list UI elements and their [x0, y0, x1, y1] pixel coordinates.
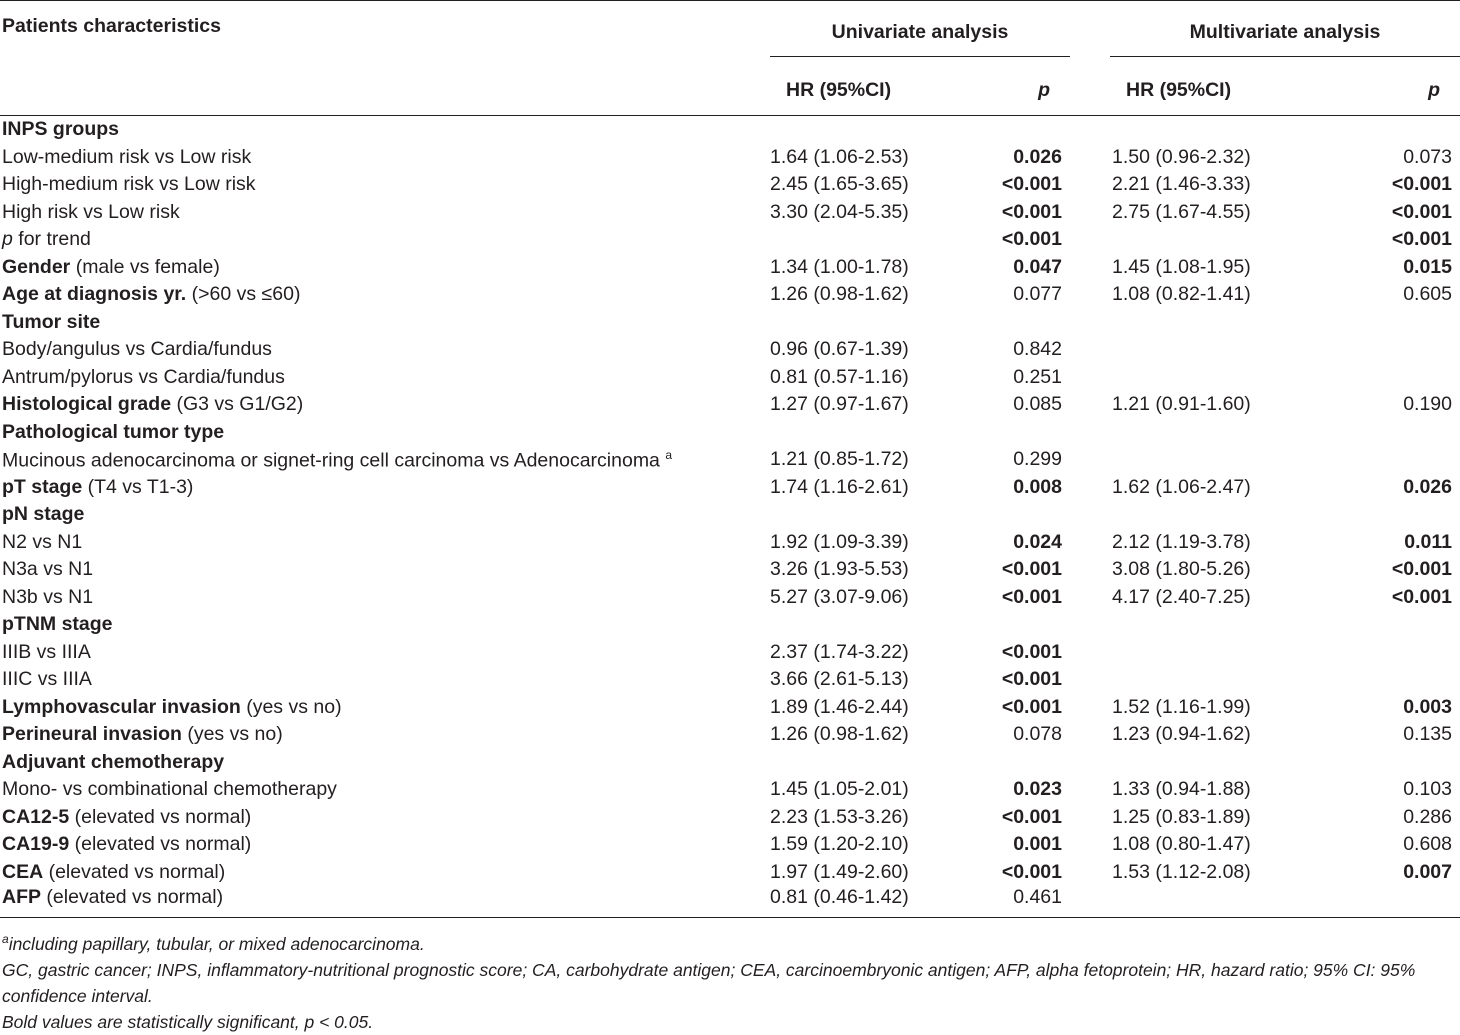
univariate-p-cell — [950, 749, 1070, 777]
multivariate-hr-cell — [1110, 364, 1325, 392]
table-row — [0, 584, 1460, 612]
univariate-p-cell: 0.023 — [1013, 778, 1062, 801]
table-row — [0, 859, 1460, 887]
multivariate-p-cell — [1325, 501, 1460, 529]
multivariate-p-cell — [1325, 639, 1460, 667]
univariate-p-cell: <0.001 — [1001, 558, 1062, 581]
header-univariate-label: Univariate analysis — [770, 21, 1070, 57]
multivariate-hr-cell — [1110, 501, 1325, 529]
table-row — [0, 446, 1460, 474]
row-label: Adjuvant chemotherapy — [2, 750, 225, 773]
table-row — [0, 226, 1460, 254]
row-label: Pathological tumor type — [2, 420, 225, 443]
table-row — [0, 886, 1460, 918]
section-row — [0, 749, 1460, 777]
significance-note: Bold values are statistically significant, p < 0.05. — [2, 1011, 374, 1032]
row-label: CA12-5 (elevated vs normal) — [2, 805, 252, 828]
table-row — [0, 831, 1460, 859]
multivariate-hr-cell: 1.21 (0.91-1.60) — [1112, 393, 1251, 416]
univariate-hr-cell: 1.97 (1.49-2.60) — [770, 860, 909, 883]
univariate-hr-cell: 1.21 (0.85-1.72) — [770, 448, 909, 471]
multivariate-p-cell: 0.190 — [1403, 393, 1453, 416]
univariate-p-cell — [950, 501, 1070, 529]
univariate-hr-cell: 0.81 (0.57-1.16) — [770, 365, 909, 388]
multivariate-p-cell: <0.001 — [1391, 585, 1453, 608]
univariate-p-cell: 0.842 — [1013, 338, 1062, 361]
multivariate-hr-cell: 1.62 (1.06-2.47) — [1112, 475, 1251, 498]
table-row — [0, 556, 1460, 584]
section-row — [0, 116, 1460, 144]
univariate-hr-cell: 2.45 (1.65-3.65) — [770, 173, 909, 196]
table-row — [0, 474, 1460, 502]
univariate-p-cell: 0.085 — [1013, 393, 1062, 416]
header-characteristics: Patients characteristics — [2, 15, 221, 37]
multivariate-p-cell: 0.608 — [1403, 833, 1453, 856]
univariate-hr-cell: 3.66 (2.61-5.13) — [770, 668, 909, 691]
multivariate-hr-cell: 1.52 (1.16-1.99) — [1112, 695, 1251, 718]
multivariate-hr-cell: 1.08 (0.80-1.47) — [1112, 833, 1251, 856]
row-label: N2 vs N1 — [2, 530, 83, 553]
header-row-groups — [0, 1, 1460, 66]
table-row — [0, 281, 1460, 309]
univariate-hr-cell: 3.26 (1.93-5.53) — [770, 558, 909, 581]
univariate-hr-cell: 1.34 (1.00-1.78) — [770, 255, 909, 278]
multivariate-p-cell — [1325, 364, 1460, 392]
multivariate-p-cell: 0.605 — [1403, 283, 1453, 306]
row-label: CEA (elevated vs normal) — [2, 860, 226, 883]
multivariate-p-cell — [1325, 666, 1460, 694]
table-row — [0, 391, 1460, 419]
header-multivariate — [1110, 1, 1460, 66]
multivariate-p-cell: 0.007 — [1403, 860, 1453, 883]
multivariate-p-cell: 0.015 — [1403, 255, 1453, 278]
multivariate-hr-cell: 1.50 (0.96-2.32) — [1112, 145, 1251, 168]
univariate-p-cell: 0.461 — [950, 886, 1070, 918]
table-row — [0, 364, 1460, 392]
table-row — [0, 694, 1460, 722]
univariate-hr-cell — [740, 501, 950, 529]
univariate-p-cell: 0.078 — [1013, 723, 1062, 746]
row-label: Body/angulus vs Cardia/fundus — [2, 338, 272, 361]
row-label: CA19-9 (elevated vs normal) — [2, 833, 252, 856]
univariate-p-cell — [950, 419, 1070, 447]
table-row — [0, 144, 1460, 172]
row-label: N3a vs N1 — [2, 558, 94, 581]
row-label: pN stage — [2, 503, 85, 526]
table-row — [0, 666, 1460, 694]
table-row — [0, 776, 1460, 804]
multivariate-hr-cell — [1110, 336, 1325, 364]
table-row — [0, 171, 1460, 199]
header-multivariate-hr: HR (95%CI) — [1110, 65, 1325, 116]
multivariate-p-cell: 0.026 — [1403, 475, 1453, 498]
multivariate-hr-cell — [1110, 886, 1325, 918]
table-notes — [0, 918, 1460, 1035]
row-label: Lymphovascular invasion (yes vs no) — [2, 695, 342, 718]
multivariate-p-cell — [1325, 336, 1460, 364]
univariate-hr-cell: 1.45 (1.05-2.01) — [770, 778, 909, 801]
univariate-p-cell: <0.001 — [1001, 640, 1062, 663]
univariate-hr-cell: 2.37 (1.74-3.22) — [770, 640, 909, 663]
row-label: AFP (elevated vs normal) — [0, 886, 740, 918]
table-row — [0, 804, 1460, 832]
univariate-p-cell: 0.024 — [1013, 530, 1062, 553]
univariate-p-cell: <0.001 — [1001, 585, 1062, 608]
table-row — [0, 199, 1460, 227]
multivariate-p-cell — [1325, 886, 1460, 918]
multivariate-hr-cell: 1.53 (1.12-2.08) — [1112, 860, 1251, 883]
multivariate-hr-cell — [1110, 446, 1325, 474]
univariate-p-cell — [950, 309, 1070, 337]
univariate-p-cell: 0.001 — [1013, 833, 1062, 856]
header-multivariate-label: Multivariate analysis — [1110, 21, 1460, 57]
univariate-p-cell: 0.026 — [1013, 145, 1062, 168]
row-label: IIIB vs IIIA — [2, 640, 91, 663]
univariate-p-cell: <0.001 — [1001, 695, 1062, 718]
abbreviations-note: GC, gastric cancer; INPS, inflammatory-nutritional prognostic score; CA, carbohydrate antigen; CEA, carcinoembryonic antigen; AFP, alpha fetoprotein; HR, hazard ratio; 95% CI: 95% confidence interval. — [2, 959, 1416, 1006]
table-body — [0, 116, 1460, 918]
multivariate-p-cell: <0.001 — [1391, 228, 1453, 251]
univariate-hr-cell: 1.59 (1.20-2.10) — [770, 833, 909, 856]
table-row — [0, 254, 1460, 282]
univariate-p-cell: 0.008 — [1013, 475, 1062, 498]
multivariate-hr-cell: 1.23 (0.94-1.62) — [1112, 723, 1251, 746]
univariate-hr-cell — [740, 309, 950, 337]
row-label: N3b vs N1 — [2, 585, 94, 608]
row-label: pT stage (T4 vs T1-3) — [2, 475, 194, 498]
row-label: Perineural invasion (yes vs no) — [2, 723, 283, 746]
univariate-hr-cell: 1.74 (1.16-2.61) — [770, 475, 909, 498]
multivariate-p-cell: 0.073 — [1403, 145, 1453, 168]
section-row — [0, 309, 1460, 337]
univariate-p-cell: <0.001 — [1001, 173, 1062, 196]
row-label: Histological grade (G3 vs G1/G2) — [2, 393, 304, 416]
univariate-hr-cell — [740, 749, 950, 777]
table-row — [0, 336, 1460, 364]
univariate-hr-cell — [740, 116, 950, 144]
univariate-hr-cell — [740, 226, 950, 254]
univariate-hr-cell: 5.27 (3.07-9.06) — [770, 585, 909, 608]
row-label: Antrum/pylorus vs Cardia/fundus — [2, 365, 285, 388]
row-label: p for trend — [2, 228, 91, 251]
multivariate-hr-cell: 1.25 (0.83-1.89) — [1112, 805, 1251, 828]
univariate-p-cell: 0.047 — [1013, 255, 1062, 278]
section-row — [0, 611, 1460, 639]
row-label: Mucinous adenocarcinoma or signet-ring cell carcinoma vs Adenocarcinoma $^a$ — [2, 447, 673, 471]
table-row — [0, 639, 1460, 667]
multivariate-p-cell: 0.011 — [1404, 530, 1453, 553]
row-label: Age at diagnosis yr. (>60 vs ≤60) — [2, 283, 301, 306]
row-label: Tumor site — [2, 310, 101, 333]
header-univariate — [740, 1, 1070, 66]
multivariate-p-cell: <0.001 — [1391, 200, 1453, 223]
multivariate-hr-cell: 1.45 (1.08-1.95) — [1112, 255, 1251, 278]
univariate-hr-cell: 1.89 (1.46-2.44) — [770, 695, 909, 718]
univariate-hr-cell: 1.27 (0.97-1.67) — [770, 393, 909, 416]
univariate-p-cell: 0.251 — [1013, 365, 1062, 388]
multivariate-hr-cell — [1110, 639, 1325, 667]
univariate-hr-cell: 1.92 (1.09-3.39) — [770, 530, 909, 553]
univariate-hr-cell — [740, 611, 950, 639]
multivariate-hr-cell: 1.08 (0.82-1.41) — [1112, 283, 1251, 306]
univariate-hr-cell: 1.26 (0.98-1.62) — [770, 283, 909, 306]
row-label: Mono- vs combinational chemotherapy — [2, 778, 337, 801]
multivariate-hr-cell — [1110, 116, 1325, 144]
univariate-p-cell: 0.299 — [1013, 448, 1062, 471]
multivariate-p-cell — [1325, 419, 1460, 447]
univariate-p-cell: <0.001 — [1001, 860, 1062, 883]
multivariate-hr-cell — [1110, 419, 1325, 447]
row-label: High risk vs Low risk — [2, 200, 180, 223]
multivariate-p-cell — [1325, 116, 1460, 144]
row-label: pTNM stage — [2, 613, 113, 636]
multivariate-hr-cell: 4.17 (2.40-7.25) — [1112, 585, 1251, 608]
univariate-hr-cell: 2.23 (1.53-3.26) — [770, 805, 909, 828]
multivariate-hr-cell — [1110, 611, 1325, 639]
multivariate-p-cell: <0.001 — [1391, 558, 1453, 581]
multivariate-hr-cell — [1110, 226, 1325, 254]
univariate-hr-cell: 1.26 (0.98-1.62) — [770, 723, 909, 746]
table-row — [0, 529, 1460, 557]
multivariate-p-cell: <0.001 — [1391, 173, 1453, 196]
multivariate-p-cell: 0.135 — [1403, 723, 1453, 746]
section-row — [0, 501, 1460, 529]
row-label: Gender (male vs female) — [2, 255, 220, 278]
header-univariate-hr: HR (95%CI) — [740, 65, 950, 116]
univariate-p-cell — [950, 116, 1070, 144]
univariate-hr-cell — [740, 419, 950, 447]
multivariate-hr-cell — [1110, 666, 1325, 694]
multivariate-hr-cell: 2.12 (1.19-3.78) — [1112, 530, 1251, 553]
univariate-p-cell: <0.001 — [1001, 200, 1062, 223]
multivariate-p-cell: 0.003 — [1403, 695, 1453, 718]
table-row — [0, 721, 1460, 749]
univariate-hr-cell: 0.81 (0.46-1.42) — [740, 886, 950, 918]
multivariate-p-cell: 0.286 — [1403, 805, 1453, 828]
multivariate-hr-cell: 2.75 (1.67-4.55) — [1112, 200, 1251, 223]
univariate-p-cell: 0.077 — [1013, 283, 1062, 306]
multivariate-hr-cell: 1.33 (0.94-1.88) — [1112, 778, 1251, 801]
multivariate-hr-cell — [1110, 749, 1325, 777]
univariate-hr-cell: 3.30 (2.04-5.35) — [770, 200, 909, 223]
row-label: INPS groups — [2, 118, 120, 141]
header-multivariate-p: p — [1325, 65, 1460, 116]
row-label: High-medium risk vs Low risk — [2, 173, 256, 196]
multivariate-p-cell — [1325, 446, 1460, 474]
multivariate-hr-cell: 3.08 (1.80-5.26) — [1112, 558, 1251, 581]
univariate-p-cell: <0.001 — [1001, 228, 1062, 251]
header-row-columns — [0, 65, 1460, 116]
row-label: Low-medium risk vs Low risk — [2, 145, 252, 168]
univariate-p-cell: <0.001 — [1001, 668, 1062, 691]
univariate-hr-cell: 0.96 (0.67-1.39) — [770, 338, 909, 361]
multivariate-hr-cell: 2.21 (1.46-3.33) — [1112, 173, 1251, 196]
multivariate-p-cell — [1325, 309, 1460, 337]
univariate-p-cell: <0.001 — [1001, 805, 1062, 828]
row-label: IIIC vs IIIA — [2, 668, 92, 691]
multivariate-p-cell — [1325, 611, 1460, 639]
footnote-a: $^a$including papillary, tubular, or mixed adenocarcinoma. — [2, 932, 425, 954]
univariate-hr-cell: 1.64 (1.06-2.53) — [770, 145, 909, 168]
section-row — [0, 419, 1460, 447]
univariate-p-cell — [950, 611, 1070, 639]
multivariate-p-cell: 0.103 — [1403, 778, 1453, 801]
multivariate-p-cell — [1325, 749, 1460, 777]
header-univariate-p: p — [950, 65, 1070, 116]
multivariate-hr-cell — [1110, 309, 1325, 337]
